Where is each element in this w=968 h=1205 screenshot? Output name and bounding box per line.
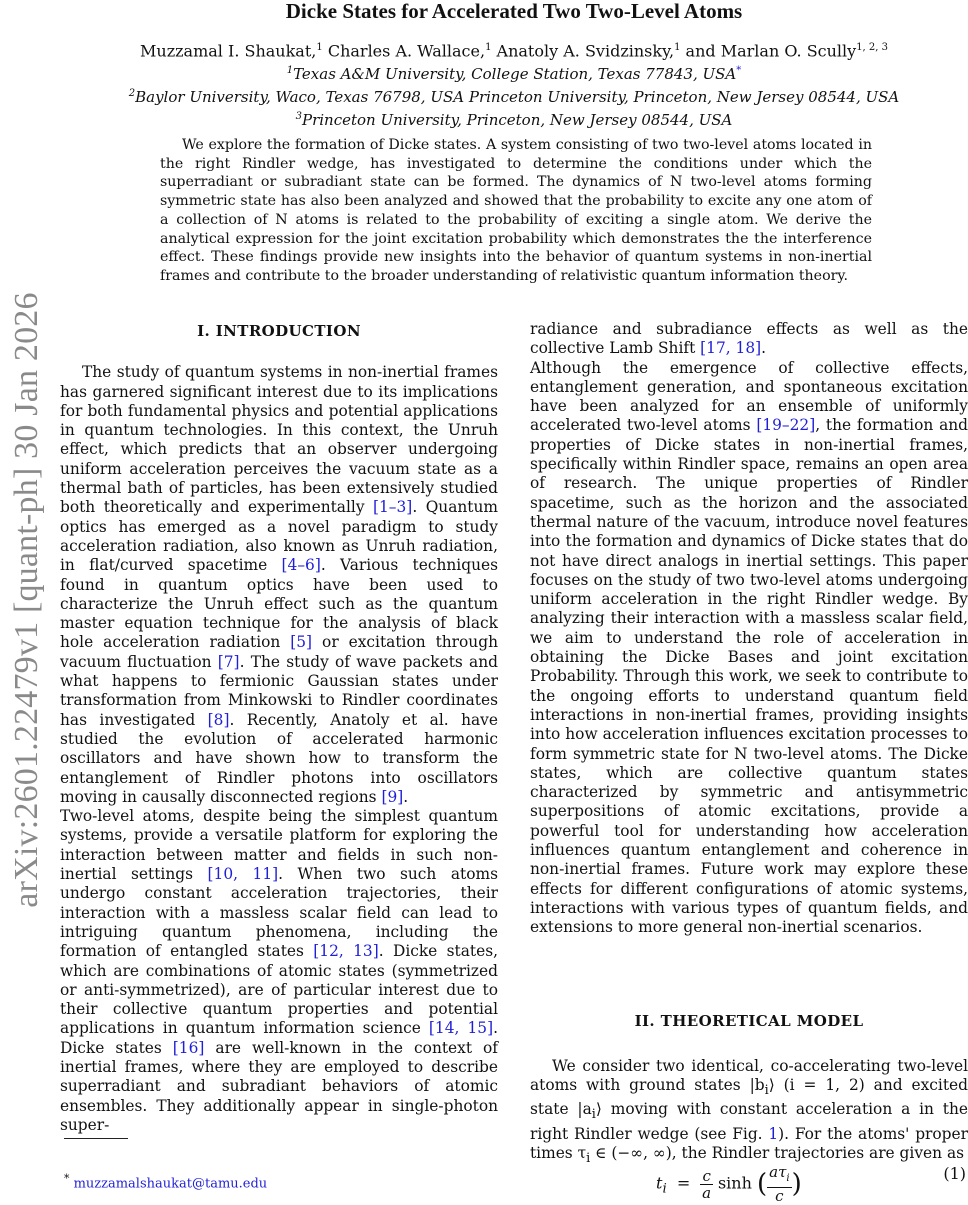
- footnote-link[interactable]: *: [736, 65, 742, 77]
- footnote: [64, 1172, 267, 1191]
- author-list: [60, 38, 968, 61]
- affiliation: [60, 84, 968, 107]
- intro-paragraph-2: Two-level atoms, despite being the simplest quantum systems, provide a versatile platform for exploring the interaction between matter and fields in such non-inertial settings [10, 11]. When two such atoms undergo constant acceleration trajectories, their interaction with a massless scalar field can lead to intriguing quantum phenomena, including the formation of entangled states [12, 13]. Dicke states, which are combinations of atomic states (symmetrized or anti-symmetrized), are of particular interest due to their collective quantum properties and potential applications in quantum information science [14, 15]. Dicke states [16] are well-known in the context of inertial frames, where they are employed to describe superradiant and subradiant behaviors of atomic ensembles. They additionally appear in single-photon super-: [60, 807, 498, 1134]
- paper-title: Dicke States for Accelerated Two Two-Level Atoms: [285, 0, 743, 23]
- equation-number: (1): [943, 1164, 966, 1183]
- abstract: We explore the formation of Dicke states. A system consisting of two two-level atoms located in the right Rindler wedge, has investigated to determine the conditions under which the superradiant or subradiant state can be formed. The dynamics of N two-level atoms forming symmetric state has also been analyzed and showed that the probability to excite any one atom of a collection of N atoms is related to the probability of exciting a single atom. We derive the analytical expression for the joint excitation probability which demonstrates the the interference effect. These findings provide new insights into the behavior of quantum systems in non-inertial frames and contribute to the broader understanding of relativistic quantum information theory.: [160, 137, 872, 284]
- affiliation-number: 2: [128, 88, 136, 100]
- citation-link[interactable]: [12, 13]: [313, 942, 379, 961]
- citation-link[interactable]: [4–6]: [281, 556, 321, 575]
- intro-paragraph-3: Although the emergence of collective effects, entanglement generation, and spontaneous excitation have been analyzed for an ensemble of uniformly accelerated two-level atoms [19–22], the formation and properties of Dicke states in non-inertial frames, specifically within Rindler space, remains an open area of research. The unique properties of Rindler spacetime, such as the horizon and the associated thermal nature of the vacuum, introduce novel features into the formation and dynamics of Dicke states that do not have direct analogs in inertial settings. This paper focuses on the study of two two-level atoms undergoing uniform acceleration in the right Rindler wedge. By analyzing their interaction with a massless scalar field, we aim to understand the role of acceleration in obtaining the Dicke Bases and joint excitation Probability. Through this work, we seek to contribute to the ongoing efforts to understand quantum field interactions in non-inertial frames, providing insights into how acceleration influences excitation processes to form symmetric state for N two-level atoms. The Dicke states, which are collective quantum states characterized by symmetric and antisymmetric superpositions of atomic excitations, provide a powerful tool for understanding how acceleration influences quantum entanglement and coherence in non-inertial frames. Future work may explore these effects for different configurations of atomic systems, interactions with various types of quantum fields, and extensions to more general non-inertial scenarios.: [530, 358, 968, 937]
- left-column: [60, 316, 498, 1135]
- affiliation-number: 1: [286, 65, 294, 77]
- email-link[interactable]: muzzamalshaukat@tamu.edu: [73, 1176, 268, 1192]
- author-name: Anatoly A. Svidzinsky,: [496, 41, 675, 61]
- citation-link[interactable]: [5]: [290, 633, 313, 652]
- citation-link[interactable]: [10, 11]: [207, 865, 279, 884]
- paper-header: [60, 0, 968, 130]
- author-name: Charles A. Wallace,: [327, 41, 486, 61]
- author-affil-mark: 1: [316, 42, 323, 53]
- affiliation-text: Princeton University, Princeton, New Jersey 08544, USA: [301, 111, 733, 130]
- citation-link[interactable]: [1–3]: [373, 498, 413, 517]
- equation-fraction: $\frac{c}{a}$: [702, 1166, 712, 1202]
- equation-1: [530, 1156, 968, 1205]
- citation-link[interactable]: [14, 15]: [428, 1019, 494, 1038]
- author-affil-mark: 1: [674, 42, 681, 53]
- footnote-rule: [64, 1138, 128, 1139]
- citation-link[interactable]: [7]: [217, 652, 240, 671]
- equation-body: $t_i$ = $\frac{c}{a}$ sinh ( $\frac{a\tau_i}{c}$ ): [656, 1163, 802, 1205]
- section-heading-introduction: I. INTRODUCTION: [197, 322, 361, 340]
- arxiv-identifier-stamp: arXiv:2601.22479v1 [quant-ph] 30 Jan 2026: [8, 292, 45, 908]
- model-paragraph-1: We consider two identical, co-accelerating two-level atoms with ground states $|b_i⟩$ (i = 1, 2) and excited state $|a_i⟩$ moving with constant acceleration a in the right Rindler wedge (see Fig. 1). For the atoms' proper times $\tau_i$ ∈ (−∞, ∞), the Rindler trajectories are given as: [530, 1056, 968, 1167]
- citation-link[interactable]: [19–22]: [756, 416, 816, 435]
- equation-argument-fraction: $\frac{a\tau_i}{c}$: [769, 1163, 790, 1205]
- author-name: Muzzamal I. Shaukat,: [140, 41, 317, 61]
- affiliation-number: 3: [295, 111, 302, 123]
- affiliation: [60, 61, 968, 84]
- citation-link[interactable]: [9]: [381, 787, 404, 806]
- affiliation: [60, 107, 968, 130]
- citation-link[interactable]: [17, 18]: [700, 339, 762, 358]
- author-name: and Marlan O. Scully: [685, 41, 857, 61]
- intro-paragraph-1: The study of quantum systems in non-inertial frames has garnered significant interest due to its implications for both fundamental physics and potential applications in quantum technologies. In this context, the Unruh effect, which predicts that an observer undergoing uniform acceleration perceives the vacuum state as a thermal bath of particles, has been extensively studied both theoretically and experimentally [1–3]. Quantum optics has emerged as a novel paradigm to study acceleration radiation, also known as Unruh radiation, in flat/curved spacetime [4–6]. Various techniques found in quantum optics have been used to characterize the Unruh effect such as the quantum master equation technique for the analysis of black hole acceleration radiation [5] or excitation through vacuum fluctuation [7]. The study of wave packets and what happens to fermionic Gaussian states under transformation from Minkowski to Rindler coordinates has investigated [8]. Recently, Anatoly et al. have studied the evolution of accelerated harmonic oscillators and have shown how to transform the entanglement of Rindler photons into oscillators moving in causally disconnected regions [9].: [60, 363, 498, 806]
- author-affil-mark: 1: [485, 42, 492, 53]
- citation-link[interactable]: [8]: [207, 710, 230, 729]
- affiliation-text: Baylor University, Waco, Texas 76798, USA Princeton University, Princeton, New Jersey 08544, USA: [135, 88, 900, 107]
- author-affil-mark: 1, 2, 3: [856, 42, 888, 53]
- figure-link[interactable]: 1: [768, 1124, 779, 1143]
- footnote-mark: *: [64, 1172, 70, 1185]
- right-column: [530, 320, 968, 1169]
- intro-paragraph-2-continued: radiance and subradiance effects as well as the collective Lamb Shift [17, 18].: [530, 320, 968, 358]
- citation-link[interactable]: [16]: [172, 1038, 205, 1057]
- affiliation-text: Texas A&M University, College Station, Texas 77843, USA: [293, 65, 737, 84]
- section-heading-theoretical-model: II. THEORETICAL MODEL: [634, 1011, 864, 1030]
